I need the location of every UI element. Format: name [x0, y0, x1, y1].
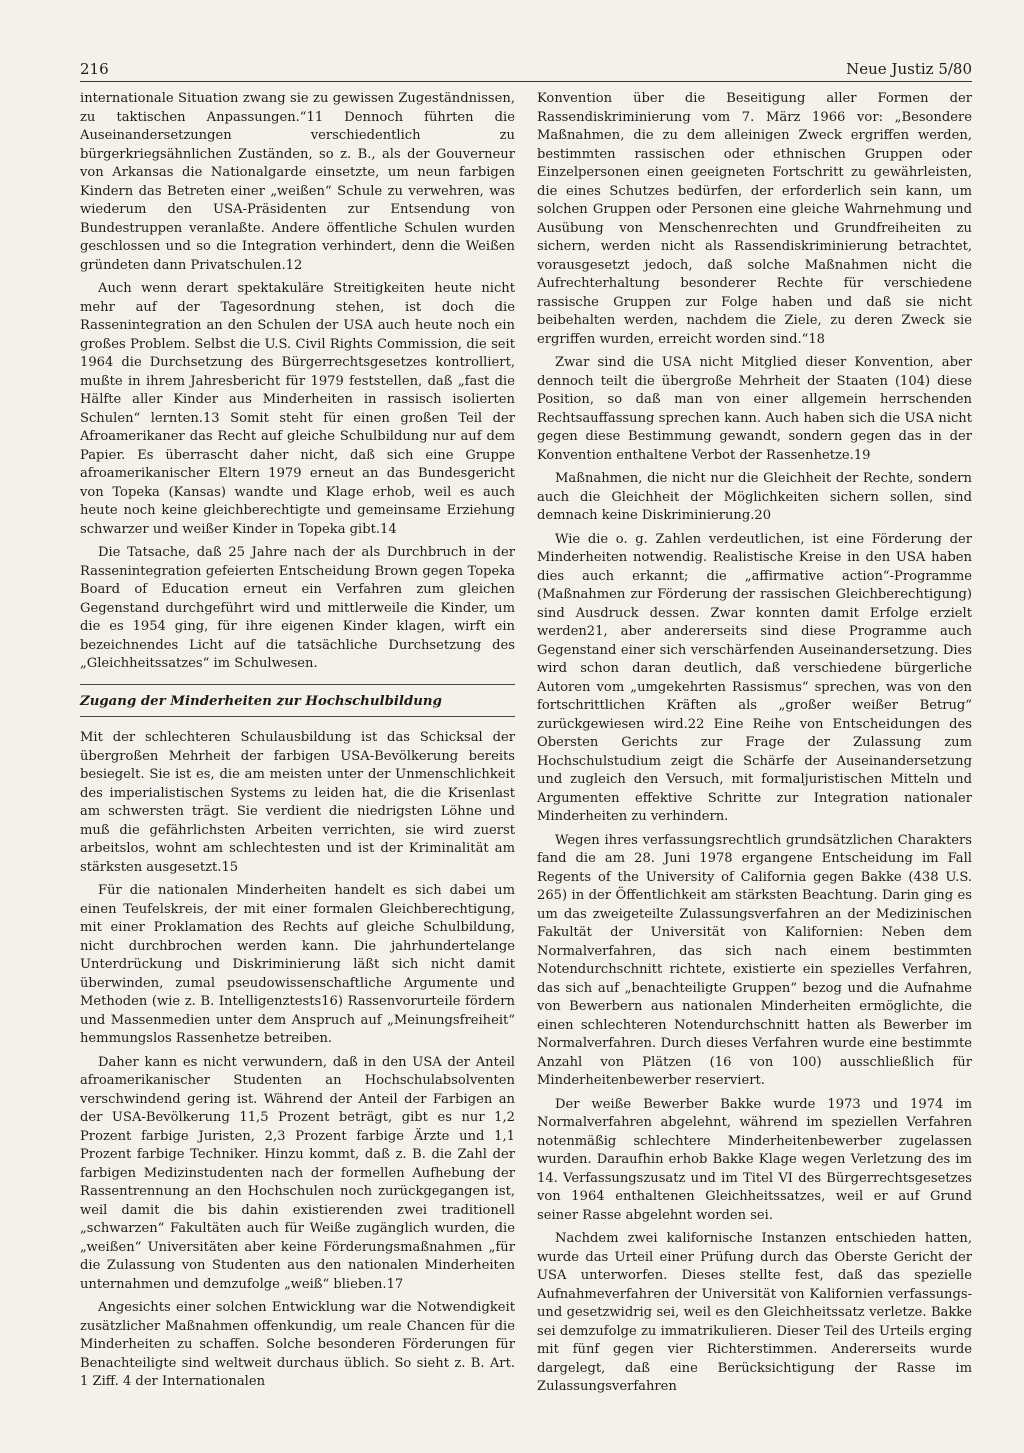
paragraph: Für die nationalen Minderheiten handelt es sich dabei um einen Teufelskreis, der mit einer formalen Gleichberechtigung, mit einer Proklamation des Rechts auf gleiche Schulbildung, nicht durchbrochen werden kann. Die jahrhundertelange Unterdrückung und Diskriminierung läßt sich nicht damit überwinden, zumal pseudowissenschaftliche Argumente und Methoden (wie z. B. Intelligenztests16) Rassenvorurteile fördern und Massenmedien unter dem Anspruch auf „Meinungsfreiheit“ hemmungslos Rassenhetze betreiben.	[80, 883, 515, 1046]
paragraph: Daher kann es nicht verwundern, daß in den USA der Anteil afroamerikanischer Studenten an Hochschulabsolventen verschwindend gering ist. Während der Anteil der Farbigen an der USA-Bevölkerung 11,5 Prozent beträgt, gibt es nur 1,2 Prozent farbige Juristen, 2,3 Prozent farbige Ärzte und 1,1 Prozent farbige Techniker. Hinzu kommt, daß z. B. die Zahl der farbigen Medizinstudenten nach der formellen Aufhebung der Rassentrennung an den Hochschulen noch zurückgegangen ist, weil damit die bis dahin existierenden zwei traditionell „schwarzen“ Fakultäten auch für Weiße zugänglich wurden, die „weißen“ Universitäten aber keine Förderungsmaßnahmen „für die Zulassung von Studenten aus den nationalen Minderheiten unternahmen und demzufolge „weiß“ blieben.17	[80, 1054, 515, 1292]
section-heading: Zugang der Minderheiten zur Hochschulbildung	[80, 693, 442, 709]
paragraph: Der weiße Bewerber Bakke wurde 1973 und 1974 im Normalverfahren abgelehnt, während im speziellen Verfahren notenmäßig schlechtere Minderheitenbewerber zugelassen wurden. Daraufhin erhob Bakke Klage wegen Verletzung des im 14. Verfassungszusatz und im Titel VI des Bürgerrechtsgesetzes von 1964 enthaltenen Gleichheitssatzes, weil er auf Grund seiner Rasse abgelehnt worden sei.	[537, 1096, 972, 1223]
left-column	[80, 90, 515, 1397]
page-number: 216	[80, 60, 109, 78]
section-rule-top	[80, 684, 515, 685]
paragraph: Zwar sind die USA nicht Mitglied dieser Konvention, aber dennoch teilt die übergroße Mehrheit der Staaten (104) diese Position, so daß man von einer allgemein herrschenden Rechtsauffassung sprechen kann. Auch haben sich die USA nicht gegen diese Bestimmung gewandt, sondern gegen das in der Konvention enthaltene Verbot der Rassenhetze.19	[537, 355, 972, 463]
paragraph: Angesichts einer solchen Entwicklung war die Notwendigkeit zusätzlicher Maßnahmen offenkundig, um reale Chancen für die Minderheiten zu schaffen. Solche besonderen Förderungen für Benachteiligte sind weltweit durchaus üblich. So sieht z. B. Art. 1 Ziff. 4 der Internationalen	[80, 1300, 515, 1389]
page-header	[80, 60, 972, 82]
journal-issue: Neue Justiz 5/80	[846, 60, 972, 78]
right-column	[537, 90, 972, 1402]
paragraph: Die Tatsache, daß 25 Jahre nach der als Durchbruch in der Rassenintegration gefeierten Entscheidung Brown gegen Topeka Board of Education erneut ein Verfahren zum gleichen Gegenstand durchgeführt wird und mittlerweile die Kinder, um die es 1954 ging, für ihre eigenen Kinder klagen, wirft ein bezeichnendes Licht auf die tatsächliche Durchsetzung des „Gleichheitssatzes“ im Schulwesen.	[80, 545, 515, 671]
paragraph: Maßnahmen, die nicht nur die Gleichheit der Rechte, sondern auch die Gleichheit der Möglichkeiten sichern sollen, sind demnach keine Diskriminierung.20	[537, 471, 972, 523]
paragraph: internationale Situation zwang sie zu gewissen Zugeständnissen, zu taktischen Anpassungen.“11 Dennoch führten die Auseinandersetzungen verschiedentlich zu bürgerkriegsähnlichen Zuständen, so z. B., als der Gouverneur von Arkansas die Nationalgarde einsetzte, um neun farbigen Kindern das Betreten einer „weißen“ Schule zu verwehren, was wiederum den USA-Präsidenten zur Entsendung von Bundestruppen veranlaßte. Andere öffentliche Schulen wurden geschlossen und so die Integration verhindert, denn die Weißen gründeten dann Privatschulen.12	[80, 91, 515, 273]
section-rule-bottom	[80, 716, 515, 717]
header-rule	[80, 81, 972, 82]
paragraph: Mit der schlechteren Schulausbildung ist das Schicksal der übergroßen Mehrheit der farbigen USA-Bevölkerung bereits besiegelt. Sie ist es, die am meisten unter der Unmenschlichkeit des imperialistischen Systems zu leiden hat, die die Krisenlast am schwersten trägt. Sie verdient die niedrigsten Löhne und muß die gefährlichsten Arbeiten verrichten, sie wird zuerst arbeitslos, wohnt am schlechtesten und ist der Kriminalität am stärksten ausgesetzt.15	[80, 730, 515, 875]
paragraph: Auch wenn derart spektakuläre Streitigkeiten heute nicht mehr auf der Tagesordnung stehen, ist doch die Rassenintegration an den Schulen der USA auch heute noch ein großes Problem. Selbst die U.S. Civil Rights Commission, die seit 1964 die Durchsetzung des Bürgerrechtsgesetzes kontrolliert, mußte in ihrem Jahresbericht für 1979 feststellen, daß „fast die Hälfte aller Kinder aus Minderheiten in rassisch isolierten Schulen“ lernten.13 Somit steht für einen großen Teil der Afroamerikaner das Recht auf gleiche Schulbildung nur auf dem Papier. Es überrascht daher nicht, daß sich eine Gruppe afroamerikanischer Eltern 1979 erneut an das Bundesgericht von Topeka (Kansas) wandte und Klage erhob, weil es auch heute noch keine gleichberechtigte und gemeinsame Erziehung schwarzer und weißer Kinder in Topeka gibt.14	[80, 281, 515, 537]
paragraph: Nachdem zwei kalifornische Instanzen entschieden hatten, wurde das Urteil einer Prüfung durch das Oberste Gericht der USA unterworfen. Dieses stellte fest, daß das spezielle Aufnahmeverfahren der Universität von Kalifornien verfassungs- und gesetzwidrig sei, weil es den Gleichheitssatz verletze. Bakke sei demzufolge zu immatrikulieren. Dieser Teil des Urteils erging mit fünf gegen vier Richterstimmen. Andererseits wurde dargelegt, daß eine Berücksichtigung der Rasse im Zulassungsverfahren	[537, 1231, 972, 1394]
paragraph: Konvention über die Beseitigung aller Formen der Rassendiskriminierung vom 7. März 1966 vor: „Besondere Maßnahmen, die zu dem alleinigen Zweck ergriffen werden, bestimmten rassischen oder ethnischen Gruppen oder Einzelpersonen einen geeigneten Fortschritt zu gewährleisten, die eines Schutzes bedürfen, der erforderlich sein kann, um solchen Gruppen oder Personen eine gleiche Wahrnehmung und Ausübung von Menschenrechten und Grundfreiheiten zu sichern, werden nicht als Rassendiskriminierung betrachtet, vorausgesetzt jedoch, daß solche Maßnahmen nicht die Aufrechterhaltung besonderer Rechte für verschiedene rassische Gruppen zur Folge haben und daß sie nicht beibehalten werden, nachdem die Ziele, zu deren Zweck sie ergriffen wurden, erreicht worden sind.“18	[537, 91, 972, 347]
paragraph: Wie die o. g. Zahlen verdeutlichen, ist eine Förderung der Minderheiten notwendig. Realistische Kreise in den USA haben dies auch erkannt; die „affirmative action“-Programme (Maßnahmen zur Förderung der rassischen Gleichberechtigung) sind Ausdruck dessen. Zwar konnten damit Erfolge erzielt werden21, aber andererseits sind diese Programme auch Gegenstand einer sich verschärfenden Auseinandersetzung. Dies wird schon daran deutlich, daß verschiedene bürgerliche Autoren vom „umgekehrten Rassismus“ sprechen, was von den fortschrittlichen Kräften als „großer weißer Betrug“ zurückgewiesen wird.22 Eine Reihe von Entscheidungen des Obersten Gerichts zur Frage der Zulassung zum Hochschulstudium zeigt die Schärfe der Auseinandersetzung und zugleich den Versuch, mit formaljuristischen Mitteln und Argumenten effektive Schritte zur Integration nationaler Minderheiten zu verhindern.	[537, 531, 972, 824]
paragraph: Wegen ihres verfassungsrechtlich grundsätzlichen Charakters fand die am 28. Juni 1978 ergangene Entscheidung im Fall Regents of the University of California gegen Bakke (438 U.S. 265) in der Öffentlichkeit am stärksten Beachtung. Darin ging es um das zweigeteilte Zulassungsverfahren an der Medizinischen Fakultät der Universität von Kalifornien: Neben dem Normalverfahren, das sich nach einem bestimmten Notendurchschnitt richtete, existierte ein spezielles Verfahren, das sich auf „benachteiligte Gruppen“ bezog und die Aufnahme von Bewerbern aus nationalen Minderheiten ermöglichte, die einen schlechteren Notendurchschnitt hatten als Bewerber im Normalverfahren. Durch dieses Verfahren wurde eine bestimmte Anzahl von Plätzen (16 von 100) ausschließlich für Minderheitenbewerber reserviert.	[537, 832, 972, 1088]
